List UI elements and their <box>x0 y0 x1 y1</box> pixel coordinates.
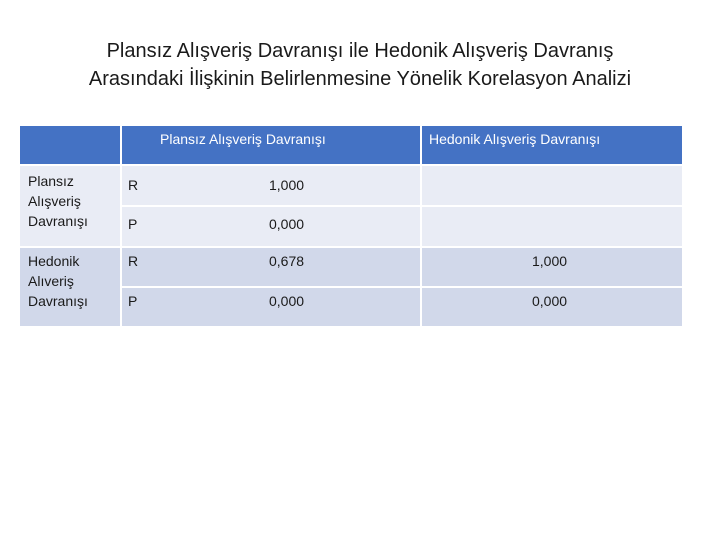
group-1-label-line-1: Plansız <box>28 173 74 189</box>
group-2-label-line-3: Davranışı <box>28 293 88 309</box>
g2-r2-value-2: 0,000 <box>532 293 568 309</box>
group-1-label-cell <box>20 166 120 246</box>
g2-r2-value-1: 0,000 <box>269 293 305 309</box>
g1-r2-stat: P <box>128 216 138 232</box>
header-col-1-cell <box>122 126 420 164</box>
group-1-label-line-2: Alışveriş <box>28 193 81 209</box>
group-2-label-cell <box>20 248 120 326</box>
g2-r1-stat-cell <box>122 248 420 286</box>
header-col-2: Hedonik Alışveriş Davranışı <box>429 131 601 147</box>
header-empty-cell-1 <box>20 126 120 164</box>
header-col-2-cell <box>422 126 682 164</box>
group-2-label-line-1: Hedonik <box>28 253 80 269</box>
g2-r1-value-2: 1,000 <box>532 253 568 269</box>
header-col-1: Plansız Alışveriş Davranışı <box>160 131 326 147</box>
slide-title <box>20 37 700 93</box>
g2-r1-stat: R <box>128 253 139 269</box>
g1-r1-value-1: 1,000 <box>269 177 305 193</box>
g1-r2-value-1: 0,000 <box>269 216 305 232</box>
g1-r1-stat: R <box>128 177 139 193</box>
title-line-1: Plansız Alışveriş Davranışı ile Hedonik Alışveriş Davranış <box>106 40 614 62</box>
g2-r2-stat: P <box>128 293 138 309</box>
g1-r2-value-2-cell <box>422 207 682 246</box>
correlation-table <box>20 126 682 326</box>
g1-r2-stat-cell <box>122 207 420 246</box>
group-1-label-line-3: Davranışı <box>28 213 88 229</box>
g1-r1-stat-cell <box>122 166 420 205</box>
group-2-label-line-2: Alıveriş <box>28 273 74 289</box>
g2-r1-value-2-cell <box>422 248 682 286</box>
g1-r1-value-2-cell <box>422 166 682 205</box>
g2-r1-value-1: 0,678 <box>269 253 305 269</box>
title-line-2: Arasındaki İlişkinin Belirlenmesine Yönelik Korelasyon Analizi <box>88 68 632 90</box>
g2-r2-value-2-cell <box>422 288 682 326</box>
g2-r2-stat-cell <box>122 288 420 326</box>
